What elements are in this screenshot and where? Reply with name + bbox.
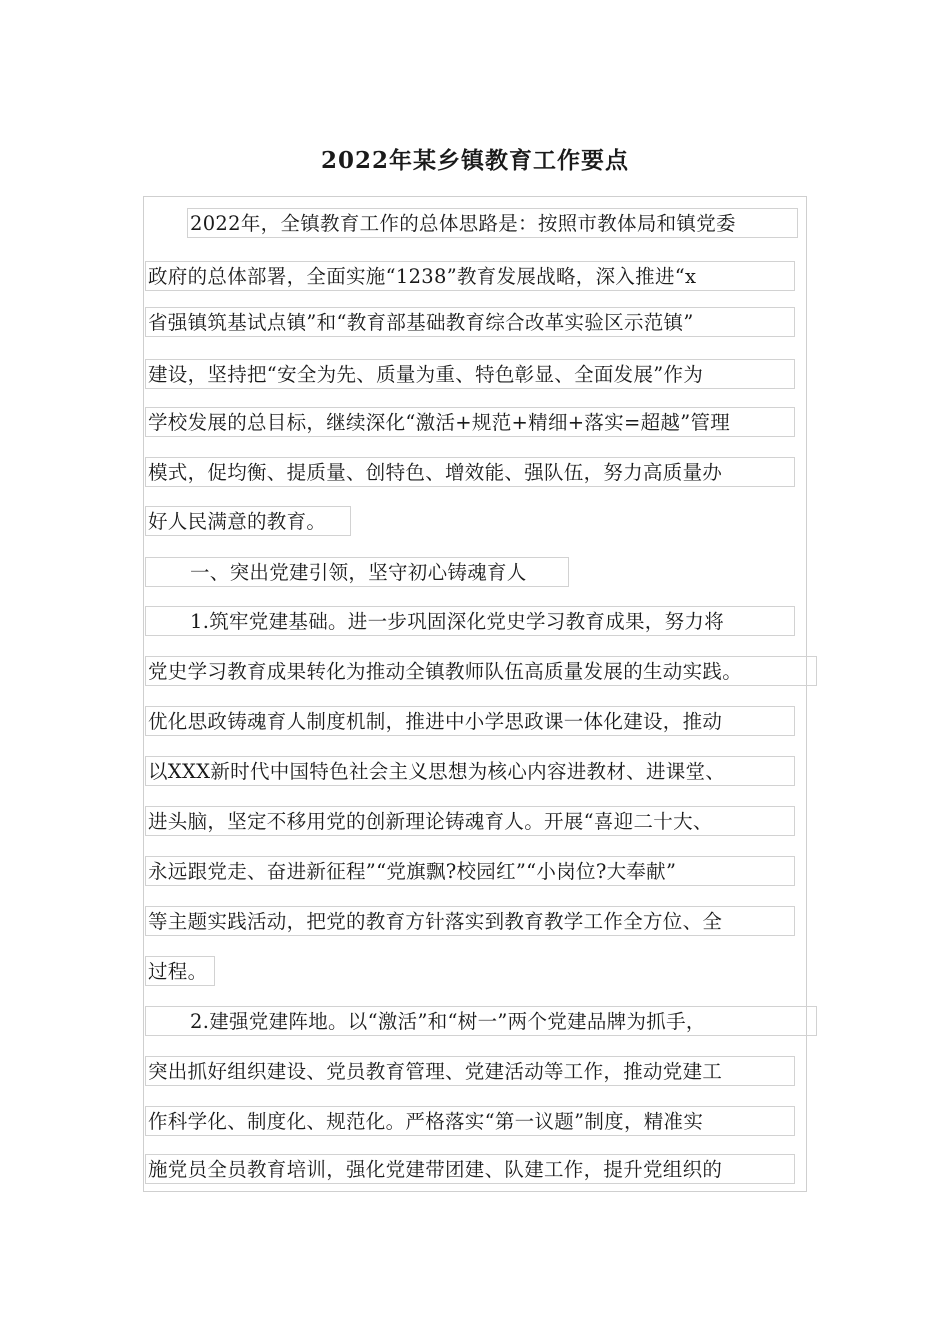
section-heading: 一、突出党建引领，坚守初心铸魂育人	[145, 557, 569, 587]
text-line: 党史学习教育成果转化为推动全镇教师队伍高质量发展的生动实践。	[145, 656, 817, 686]
text-line: 等主题实践活动，把党的教育方针落实到教育教学工作全方位、全	[145, 906, 795, 936]
text-line: 作科学化、制度化、规范化。严格落实“第一议题”制度，精准实	[145, 1106, 795, 1136]
text-line: 2022年，全镇教育工作的总体思路是：按照市教体局和镇党委	[187, 208, 798, 238]
page-title: 2022年某乡镇教育工作要点	[320, 147, 629, 174]
text-line: 优化思政铸魂育人制度机制，推进中小学思政课一体化建设，推动	[145, 706, 795, 736]
text-line: 政府的总体部署，全面实施“1238”教育发展战略，深入推进“x	[145, 261, 795, 291]
content-frame	[143, 196, 807, 1192]
text-line: 2.建强党建阵地。以“激活”和“树一”两个党建品牌为抓手，	[145, 1006, 817, 1036]
text-line: 过程。	[145, 956, 215, 986]
text-line: 1.筑牢党建基础。进一步巩固深化党史学习教育成果，努力将	[145, 606, 795, 636]
text-line: 突出抓好组织建设、党员教育管理、党建活动等工作，推动党建工	[145, 1056, 795, 1086]
text-line: 好人民满意的教育。	[145, 506, 351, 536]
text-line: 学校发展的总目标，继续深化“激活+规范+精细+落实=超越”管理	[145, 407, 795, 437]
text-line: 模式，促均衡、提质量、创特色、增效能、强队伍，努力高质量办	[145, 457, 795, 487]
text-line: 施党员全员教育培训，强化党建带团建、队建工作，提升党组织的	[145, 1154, 795, 1184]
text-line: 永远跟党走、奋进新征程”“党旗飘?校园红”“小岗位?大奉献”	[145, 856, 795, 886]
text-line: 进头脑，坚定不移用党的创新理论铸魂育人。开展“喜迎二十大、	[145, 806, 795, 836]
text-line: 省强镇筑基试点镇”和“教育部基础教育综合改革实验区示范镇”	[145, 307, 795, 337]
text-line: 建设，坚持把“安全为先、质量为重、特色彰显、全面发展”作为	[145, 359, 795, 389]
text-line: 以XXX新时代中国特色社会主义思想为核心内容进教材、进课堂、	[145, 756, 795, 786]
